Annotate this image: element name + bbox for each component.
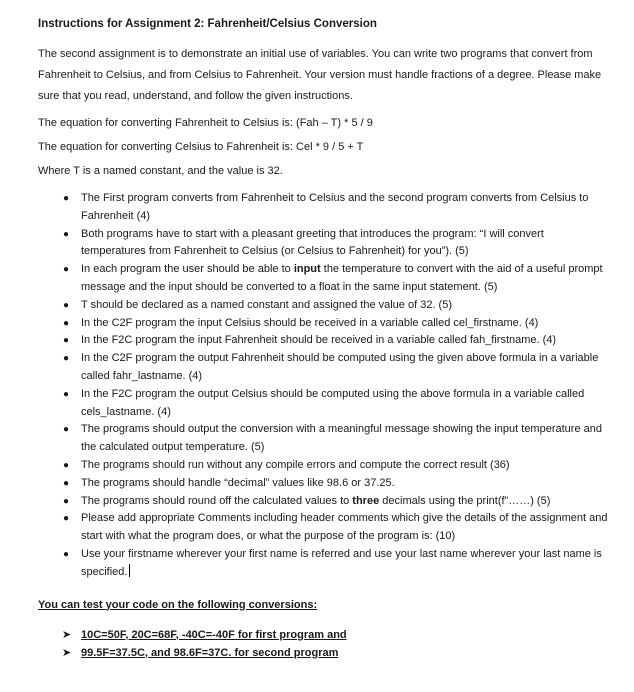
list-item xyxy=(63,297,608,315)
bullet-icon: ● xyxy=(63,264,70,276)
item-text: T should be declared as a named constant and assigned the value of 32. (5) xyxy=(81,298,452,311)
list-item xyxy=(63,475,608,493)
list-item xyxy=(63,226,608,262)
item-bold: input xyxy=(293,263,321,276)
item-text: The programs should output the conversion with a meaningful message showing the input temperature and the calculated output temperature. (5) xyxy=(81,423,602,454)
bullet-icon: ● xyxy=(63,299,70,311)
item-text: Both programs have to start with a pleasant greeting that introduces the program: “I will convert temperatures from Fahrenheit to Celsius (or Celsius to Fahrenheit) for you”). (5) xyxy=(81,227,544,258)
test-heading: You can test your code on the following conversions: xyxy=(38,598,318,611)
item-text-after: the temperature to convert with the aid of a useful prompt message and the input should be converted to a float in the same input statement. (5) xyxy=(81,263,603,293)
equation-f2c: The equation for converting Fahrenheit to Celsius is: (Fah – T) * 5 / 9 xyxy=(38,117,373,129)
bullet-icon: ● xyxy=(63,193,70,204)
test-text: 10C=50F, 20C=68F, -40C=-40F for first program and xyxy=(81,628,347,641)
equation-c2f: The equation for converting Celsius to Fahrenheit is: Cel * 9 / 5 + T xyxy=(38,141,364,153)
bullet-icon: ● xyxy=(63,317,70,329)
bullet-icon: ● xyxy=(63,388,70,400)
item-text: The programs should run without any compile errors and compute the correct result (36) xyxy=(81,458,510,471)
bullet-icon: ● xyxy=(63,228,70,240)
list-item xyxy=(63,386,608,422)
item-text: The First program converts from Fahrenheit to Celsius and the second program converts from Celsius to Fahrenheit (4) xyxy=(81,192,589,222)
text-cursor xyxy=(129,564,130,577)
list-item xyxy=(63,190,608,226)
arrow-bullet-icon: ➤ xyxy=(62,628,72,641)
list-item xyxy=(63,510,608,546)
item-text: In the F2C program the input Fahrenheit should be received in a variable called fah_firstname. (4) xyxy=(81,334,557,347)
test-item xyxy=(62,626,608,644)
requirements-list xyxy=(38,190,608,582)
item-text: Use your firstname wherever your first name is referred and use your last name wherever your last name is specified. xyxy=(81,547,602,578)
bullet-icon: ● xyxy=(63,353,70,365)
item-bold: three xyxy=(352,494,380,507)
test-text: 99.5F=37.5C, and 98.6F=37C. for second program xyxy=(81,646,339,659)
bullet-icon: ● xyxy=(63,477,70,489)
list-item xyxy=(63,261,608,297)
list-item xyxy=(63,546,608,582)
item-text: In the F2C program the output Celsius should be computed using the above formula in a variable called cels_lastname. (4) xyxy=(81,387,585,418)
item-text: In the C2F program the output Fahrenheit should be computed using the given above formula in a variable called fahr_lastname. (4) xyxy=(81,352,599,382)
list-item xyxy=(63,315,608,333)
bullet-icon: ● xyxy=(63,548,70,560)
item-text: In the C2F program the input Celsius should be received in a variable called cel_firstname. (4) xyxy=(81,316,539,329)
item-text: The programs should round off the calculated values to xyxy=(81,494,353,507)
intro-paragraph: The second assignment is to demonstrate an initial use of variables. You can write two programs that convert from Fahrenheit to Celsius, and from Celsius to Fahrenheit. Your version must handle fractions of a degree. Please make sure that you read, understand, and follow the given instructions. xyxy=(38,48,602,102)
item-text: In each program the user should be able to xyxy=(81,263,294,276)
constant-note: Where T is a named constant, and the value is 32. xyxy=(38,165,283,177)
item-text: The programs should handle “decimal” values like 98.6 or 37.25. xyxy=(81,476,395,489)
bullet-icon: ● xyxy=(63,335,70,347)
document-title: Instructions for Assignment 2: Fahrenheit/Celsius Conversion xyxy=(38,18,377,30)
list-item xyxy=(63,457,608,475)
list-item xyxy=(63,493,608,511)
bullet-icon: ● xyxy=(63,495,70,507)
arrow-bullet-icon: ➤ xyxy=(62,646,72,659)
test-list xyxy=(38,626,608,662)
list-item xyxy=(63,421,608,457)
bullet-icon: ● xyxy=(63,513,70,525)
bullet-icon: ● xyxy=(63,424,70,436)
list-item xyxy=(63,350,608,386)
item-text: Please add appropriate Comments including header comments which give the details of the assignment and start with what the program does, or what the purpose of the program is: (10) xyxy=(81,512,608,543)
item-text-after: decimals using the print(f”……) (5) xyxy=(379,494,551,507)
bullet-icon: ● xyxy=(63,459,70,471)
document xyxy=(38,15,608,662)
test-item xyxy=(62,644,608,662)
list-item xyxy=(63,332,608,350)
